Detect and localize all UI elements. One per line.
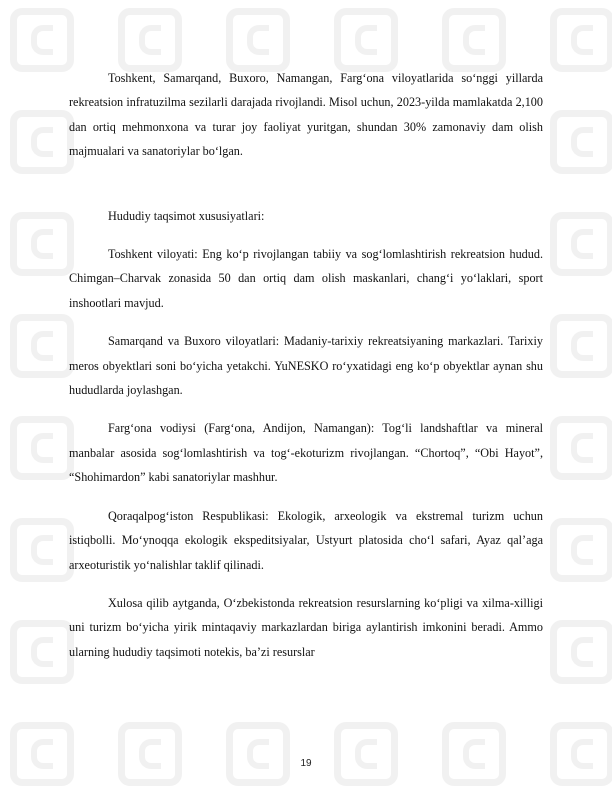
watermark-logo-icon (10, 416, 74, 480)
watermark-logo-icon (10, 518, 74, 582)
page-body (69, 66, 543, 678)
watermark-logo-icon (10, 212, 74, 276)
paragraph-karakalpakstan: Qoraqalpog‘iston Respublikasi: Ekologik, arxeologik va ekstremal turizm uchun istiqbolli. Mo‘ynoqqa ekologik ekspeditsiyalar, Ustyurt platosida cho‘l safari, Ayaz qal’aga arxeoturistik yo‘nalishlar taklif qilinadi. (69, 508, 543, 572)
watermark-logo-icon (550, 722, 612, 786)
watermark-logo-icon (118, 722, 182, 786)
watermark-logo-icon (334, 722, 398, 786)
paragraph-conclusion: Xulosa qilib aytganda, O‘zbekistonda rekreatsion resurslarning ko‘pligi va xilma-xilligi uni turizm bo‘yicha yirik mintaqaviy markazlardan biriga aylantirish imkonini beradi. Ammo ularning hududiy taqsimoti notekis, ba’zi resurslar (69, 595, 543, 659)
paragraph-infrastructure: Toshkent, Samarqand, Buxoro, Namangan, Farg‘ona viloyatlarida so‘nggi yillarda rekreatsion infratuzilma sezilarli darajada rivojlandi. Misol uchun, 2023-yilda mamlakatda 2,100 dan ortiq mehmonxona va turar joy faoliyat yuritgan, shundan 30% zamonaviy dam olish majmualari va sanatoriylar bo‘lgan. (69, 71, 543, 159)
paragraph-samarkand-bukhara: Samarqand va Buxoro viloyatlari: Madaniy-tarixiy rekreatsiyaning markazlari. Tarixiy meros obyektlari soni bo‘yicha yetakchi. YuNESKO ro‘yxatidagi eng ko‘p obyektlar aynan shu hududlarda joylashgan. (69, 334, 543, 398)
watermark-logo-icon (334, 8, 398, 72)
page-number: 19 (300, 758, 312, 769)
watermark-logo-icon (10, 8, 74, 72)
watermark-logo-icon (442, 8, 506, 72)
watermark-logo-icon (550, 620, 612, 684)
watermark-logo-icon (550, 314, 612, 378)
watermark-logo-icon (10, 314, 74, 378)
watermark-logo-icon (10, 722, 74, 786)
watermark-logo-icon (550, 8, 612, 72)
watermark-logo-icon (118, 8, 182, 72)
watermark-logo-icon (10, 620, 74, 684)
watermark-logo-icon (550, 416, 612, 480)
watermark-logo-icon (550, 212, 612, 276)
watermark-logo-icon (550, 110, 612, 174)
watermark-logo-icon (226, 8, 290, 72)
watermark-logo-icon (10, 110, 74, 174)
watermark-logo-icon (550, 518, 612, 582)
paragraph-fergana-valley: Farg‘ona vodiysi (Farg‘ona, Andijon, Namangan): Tog‘li landshaftlar va mineral manbalar asosida sog‘lomlashtirish va tog‘-ekoturizm rivojlangan. “Chortoq”, “Obi Hayot”, “Shohimardon” kabi sanatoriylar mashhur. (69, 421, 543, 485)
watermark-logo-icon (226, 722, 290, 786)
watermark-logo-icon (442, 722, 506, 786)
paragraph-tashkent: Toshkent viloyati: Eng ko‘p rivojlangan tabiiy va sog‘lomlashtirish rekreatsion hudud. Chimgan–Charvak zonasida 50 dan ortiq dam olish maskanlari, chang‘i yo‘laklari, sport inshootlari mavjud. (69, 247, 543, 310)
section-heading: Hududiy taqsimot xususiyatlari: (108, 208, 265, 223)
